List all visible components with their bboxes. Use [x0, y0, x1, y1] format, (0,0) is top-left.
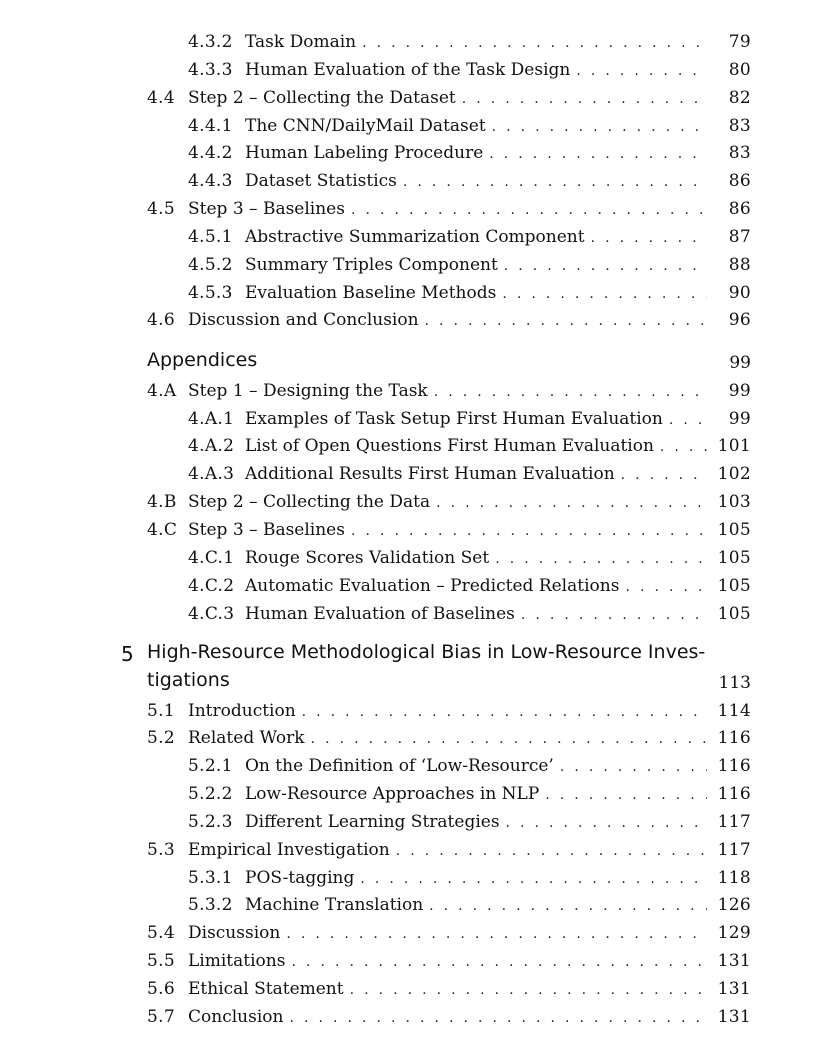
toc-entry-number: 4.A.2	[188, 436, 235, 456]
chapter-title-line1[interactable]: High-Resource Methodological Bias in Low-Resource Inves-	[147, 641, 706, 663]
dot-leader	[289, 1006, 707, 1030]
toc-entry[interactable]	[188, 782, 751, 806]
toc-entry-number: 4.C	[147, 520, 178, 540]
dot-leader	[502, 282, 707, 306]
toc-entry-title: Discussion	[188, 921, 286, 945]
toc-entry-page: 116	[717, 756, 751, 776]
toc-entry-number: 4.A	[147, 381, 177, 401]
toc-entry-page: 99	[728, 409, 751, 429]
toc-entry-page: 79	[728, 32, 751, 52]
toc-entry-page: 102	[717, 464, 751, 484]
toc-entry-title: Step 2 – Collecting the Dataset	[188, 86, 462, 110]
toc-entry-page: 101	[717, 436, 751, 456]
toc-entry-page: 116	[717, 784, 751, 804]
toc-entry[interactable]	[188, 253, 751, 277]
toc-entry-number: 4.3.2	[188, 32, 233, 52]
toc-entry-number: 4.5	[147, 199, 175, 219]
toc-entry-page: 83	[728, 143, 751, 163]
toc-entry[interactable]	[188, 169, 751, 193]
toc-entry-number: 5.3.2	[188, 895, 233, 915]
toc-entry-page: 129	[717, 923, 751, 943]
toc-entry-number: 4.A.3	[188, 464, 235, 484]
toc-entry[interactable]	[147, 699, 751, 723]
toc-entry-page: 88	[728, 255, 751, 275]
dot-leader	[302, 700, 707, 724]
toc-entry[interactable]	[188, 58, 751, 82]
toc-entry[interactable]	[147, 379, 751, 403]
toc-entry[interactable]	[147, 1005, 751, 1029]
dot-leader	[621, 463, 707, 487]
toc-entry-page: 105	[717, 576, 751, 596]
toc-entry-page: 131	[717, 951, 751, 971]
toc-entry-number: 5.3	[147, 840, 175, 860]
toc-entry-title: Summary Triples Component	[245, 253, 504, 277]
toc-entry[interactable]	[188, 574, 751, 598]
toc-entry[interactable]	[188, 225, 751, 249]
toc-entry-number: 4.A.1	[188, 409, 235, 429]
toc-entry-number: 5.2.1	[188, 756, 233, 776]
toc-entry[interactable]	[147, 518, 751, 542]
toc-entry-page: 87	[728, 227, 751, 247]
toc-entry-title: Conclusion	[188, 1005, 289, 1029]
toc-entry-title: Rouge Scores Validation Set	[245, 546, 495, 570]
dot-leader	[506, 811, 707, 835]
toc-entry-number: 4.4.3	[188, 171, 233, 191]
toc-entry-page: 105	[717, 520, 751, 540]
toc-entry-title: Human Evaluation of the Task Design	[245, 58, 576, 82]
toc-entry-number: 4.4.2	[188, 143, 233, 163]
toc-entry-title: POS-tagging	[245, 866, 360, 890]
toc-entry[interactable]	[147, 86, 751, 110]
toc-entry-title: Dataset Statistics	[245, 169, 403, 193]
appendices-heading[interactable]: Appendices	[147, 349, 258, 371]
toc-entry[interactable]	[188, 893, 751, 917]
dot-leader	[429, 894, 707, 918]
toc-entry-page: 86	[728, 171, 751, 191]
toc-entry-title: Step 1 – Designing the Task	[188, 379, 434, 403]
toc-entry[interactable]	[147, 490, 751, 514]
toc-entry-title: Examples of Task Setup First Human Evaluation	[245, 407, 669, 431]
toc-entry-page: 117	[717, 812, 751, 832]
dot-leader	[350, 978, 707, 1002]
dot-leader	[311, 727, 707, 751]
toc-entry-page: 86	[728, 199, 751, 219]
toc-entry-number: 5.6	[147, 979, 175, 999]
toc-entry-page: 118	[717, 868, 751, 888]
toc-entry-page: 90	[728, 283, 751, 303]
toc-entry-title: List of Open Questions First Human Evaluation	[245, 434, 660, 458]
toc-entry-number: 4.C.2	[188, 576, 235, 596]
toc-entry-number: 5.5	[147, 951, 175, 971]
toc-entry-number: 5.7	[147, 1007, 175, 1027]
toc-entry-title: The CNN/DailyMail Dataset	[245, 114, 492, 138]
toc-entry-number: 4.C.1	[188, 548, 235, 568]
toc-entry-page: 99	[728, 381, 751, 401]
toc-entry-page: 83	[728, 116, 751, 136]
toc-entry-page: 80	[728, 60, 751, 80]
toc-entry-number: 5.1	[147, 701, 175, 721]
dot-leader	[360, 867, 707, 891]
toc-entry[interactable]	[188, 114, 751, 138]
toc-entry-number: 5.2.2	[188, 784, 233, 804]
dot-leader	[660, 435, 707, 459]
toc-entry[interactable]	[188, 141, 751, 165]
toc-entry-page: 116	[717, 728, 751, 748]
toc-entry-title: Related Work	[188, 726, 311, 750]
toc-entry-page: 131	[717, 1007, 751, 1027]
dot-leader	[286, 922, 707, 946]
toc-entry[interactable]	[147, 977, 751, 1001]
toc-entry-page: 105	[717, 604, 751, 624]
toc-entry-title: Different Learning Strategies	[245, 810, 506, 834]
toc-entry[interactable]	[147, 838, 751, 862]
dot-leader	[521, 603, 707, 627]
dot-leader	[669, 408, 707, 432]
toc-entry-number: 4.3.3	[188, 60, 233, 80]
dot-leader	[545, 783, 707, 807]
toc-entry-title: Automatic Evaluation – Predicted Relations	[245, 574, 625, 598]
toc-entry-title: Ethical Statement	[188, 977, 350, 1001]
toc-entry[interactable]	[188, 407, 751, 431]
toc-entry-title: Additional Results First Human Evaluation	[245, 462, 621, 486]
toc-entry-page: 126	[717, 895, 751, 915]
toc-entry-page: 96	[728, 310, 751, 330]
toc-entry-page: 114	[717, 701, 751, 721]
toc-entry-title: On the Definition of ‘Low-Resource’	[245, 754, 560, 778]
toc-entry-title: Limitations	[188, 949, 291, 973]
toc-entry[interactable]	[188, 30, 751, 54]
toc-entry-number: 5.3.1	[188, 868, 233, 888]
toc-entry[interactable]	[188, 602, 751, 626]
toc-entry[interactable]	[188, 462, 751, 486]
dot-leader	[625, 575, 707, 599]
dot-leader	[492, 115, 707, 139]
toc-entry[interactable]	[188, 281, 751, 305]
toc-entry-title: Introduction	[188, 699, 302, 723]
dot-leader	[396, 839, 707, 863]
toc-entry[interactable]	[188, 434, 751, 458]
toc-entry-number: 4.5.2	[188, 255, 233, 275]
toc-entry[interactable]	[188, 546, 751, 570]
toc-entry[interactable]	[147, 726, 751, 750]
toc-entry-page: 105	[717, 548, 751, 568]
dot-leader	[291, 950, 707, 974]
toc-entry-title: Evaluation Baseline Methods	[245, 281, 502, 305]
dot-leader	[591, 226, 707, 250]
dot-leader	[489, 142, 707, 166]
toc-entry-title: Empirical Investigation	[188, 838, 396, 862]
toc-entry-title: Task Domain	[245, 30, 362, 54]
toc-entry[interactable]	[188, 866, 751, 890]
toc-entry-number: 4.4.1	[188, 116, 233, 136]
toc-entry-number: 5.2.3	[188, 812, 233, 832]
chapter-page: 113	[718, 673, 751, 693]
toc-entry[interactable]	[147, 197, 751, 221]
dot-leader	[425, 309, 707, 333]
toc-entry[interactable]	[147, 308, 751, 332]
appendices-page: 99	[729, 353, 751, 373]
toc-entry[interactable]	[147, 921, 751, 945]
chapter-number: 5	[121, 642, 134, 666]
toc-entry-title: Step 3 – Baselines	[188, 518, 351, 542]
toc-entry-number: 4.5.1	[188, 227, 233, 247]
toc-entry-title: Discussion and Conclusion	[188, 308, 425, 332]
dot-leader	[495, 547, 707, 571]
toc-entry-title: Machine Translation	[245, 893, 429, 917]
toc-entry-title: Abstractive Summarization Component	[245, 225, 591, 249]
dot-leader	[560, 755, 707, 779]
chapter-title-line2[interactable]: tigations	[147, 669, 230, 691]
toc-entry-number: 4.5.3	[188, 283, 233, 303]
dot-leader	[403, 170, 707, 194]
toc-entry-number: 5.2	[147, 728, 175, 748]
toc-entry[interactable]	[188, 810, 751, 834]
dot-leader	[576, 59, 707, 83]
toc-entry[interactable]	[147, 949, 751, 973]
dot-leader	[351, 198, 707, 222]
toc-entry[interactable]	[188, 754, 751, 778]
toc-entry-page: 117	[717, 840, 751, 860]
dot-leader	[362, 31, 707, 55]
toc-entry-page: 82	[728, 88, 751, 108]
dot-leader	[504, 254, 707, 278]
toc-entry-number: 4.6	[147, 310, 175, 330]
toc-entry-number: 5.4	[147, 923, 175, 943]
toc-entry-number: 4.B	[147, 492, 177, 512]
toc-entry-title: Human Labeling Procedure	[245, 141, 489, 165]
dot-leader	[434, 380, 707, 404]
toc-entry-title: Human Evaluation of Baselines	[245, 602, 521, 626]
dot-leader	[462, 87, 707, 111]
toc-entry-title: Low-Resource Approaches in NLP	[245, 782, 545, 806]
toc-entry-title: Step 2 – Collecting the Data	[188, 490, 436, 514]
toc-entry-number: 4.C.3	[188, 604, 235, 624]
toc-entry-number: 4.4	[147, 88, 175, 108]
toc-entry-title: Step 3 – Baselines	[188, 197, 351, 221]
toc-entry-page: 131	[717, 979, 751, 999]
dot-leader	[351, 519, 707, 543]
toc-entry-page: 103	[717, 492, 751, 512]
dot-leader	[436, 491, 707, 515]
